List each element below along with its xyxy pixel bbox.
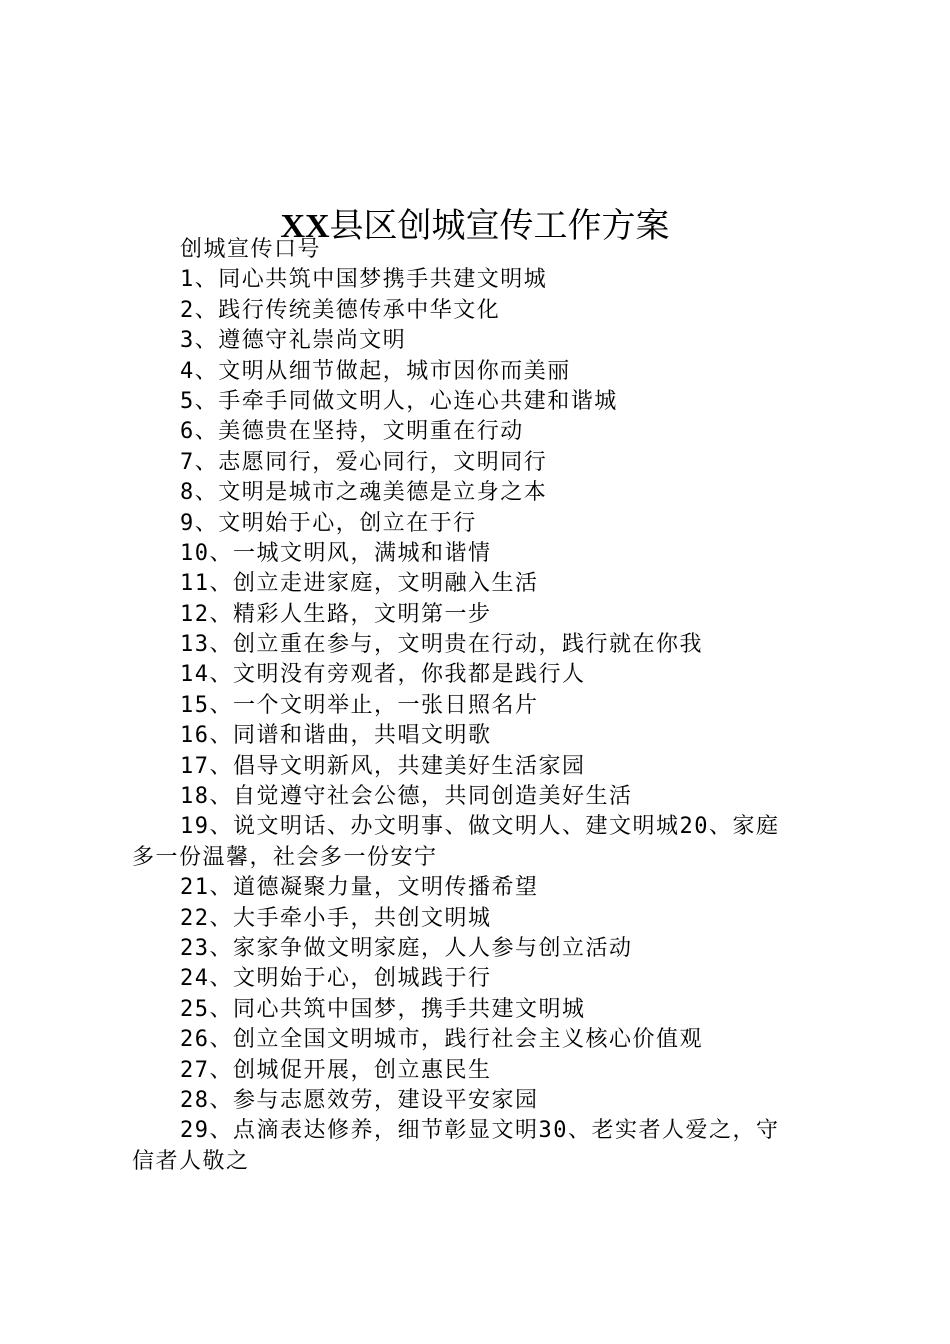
slogan-line: 10、一城文明风，满城和谐情 xyxy=(180,540,492,566)
slogan-line: 22、大手牵小手，共创文明城 xyxy=(180,905,492,931)
title-prefix: XX xyxy=(280,207,330,245)
slogan-line: 25、同心共筑中国梦，携手共建文明城 xyxy=(180,996,586,1022)
title-text: 县区创城宣传工作方案 xyxy=(329,205,670,246)
slogan-line: 27、创城促开展，创立惠民生 xyxy=(180,1057,492,1083)
slogan-line: 19、说文明话、办文明事、做文明人、建文明城20、家庭 xyxy=(180,814,780,840)
slogan-line: 信者人敬之 xyxy=(132,1148,250,1174)
slogan-line: 2、践行传统美德传承中华文化 xyxy=(180,297,501,323)
slogan-line: 17、倡导文明新风，共建美好生活家园 xyxy=(180,753,586,779)
slogan-line: 15、一个文明举止，一张日照名片 xyxy=(180,692,539,718)
slogan-line: 6、美德贵在坚持，文明重在行动 xyxy=(180,419,524,445)
slogan-line: 23、家家争做文明家庭，人人参与创立活动 xyxy=(180,935,633,961)
slogan-line: 16、同谱和谐曲，共唱文明歌 xyxy=(180,723,492,749)
slogan-line: 3、遵德守礼崇尚文明 xyxy=(180,328,407,354)
slogan-line: 11、创立走进家庭，文明融入生活 xyxy=(180,571,539,597)
slogan-line: 14、文明没有旁观者，你我都是践行人 xyxy=(180,662,586,688)
slogan-line: 4、文明从细节做起，城市因你而美丽 xyxy=(180,358,571,384)
section-heading: 创城宣传口号 xyxy=(180,237,322,262)
slogan-line: 12、精彩人生路，文明第一步 xyxy=(180,601,492,627)
slogan-line: 8、文明是城市之魂美德是立身之本 xyxy=(180,480,548,506)
slogan-line: 7、志愿同行，爱心同行，文明同行 xyxy=(180,449,548,475)
slogan-line: 18、自觉遵守社会公德，共同创造美好生活 xyxy=(180,784,633,810)
slogan-line: 9、文明始于心，创立在于行 xyxy=(180,510,477,536)
slogan-line: 1、同心共筑中国梦携手共建文明城 xyxy=(180,267,548,293)
slogan-list xyxy=(132,235,832,1177)
slogan-line: 5、手牵手同做文明人，心连心共建和谐城 xyxy=(180,388,618,414)
slogan-line: 28、参与志愿效劳，建设平安家园 xyxy=(180,1087,539,1113)
slogan-line: 21、道德凝聚力量，文明传播希望 xyxy=(180,875,539,901)
slogan-line: 13、创立重在参与，文明贵在行动，践行就在你我 xyxy=(180,632,703,658)
slogan-line: 多一份温馨，社会多一份安宁 xyxy=(132,844,438,870)
slogan-line: 29、点滴表达修养，细节彰显文明30、老实者人爱之，守 xyxy=(180,1118,780,1144)
slogan-line: 24、文明始于心，创城践于行 xyxy=(180,966,492,992)
slogan-line: 26、创立全国文明城市，践行社会主义核心价值观 xyxy=(180,1027,703,1053)
